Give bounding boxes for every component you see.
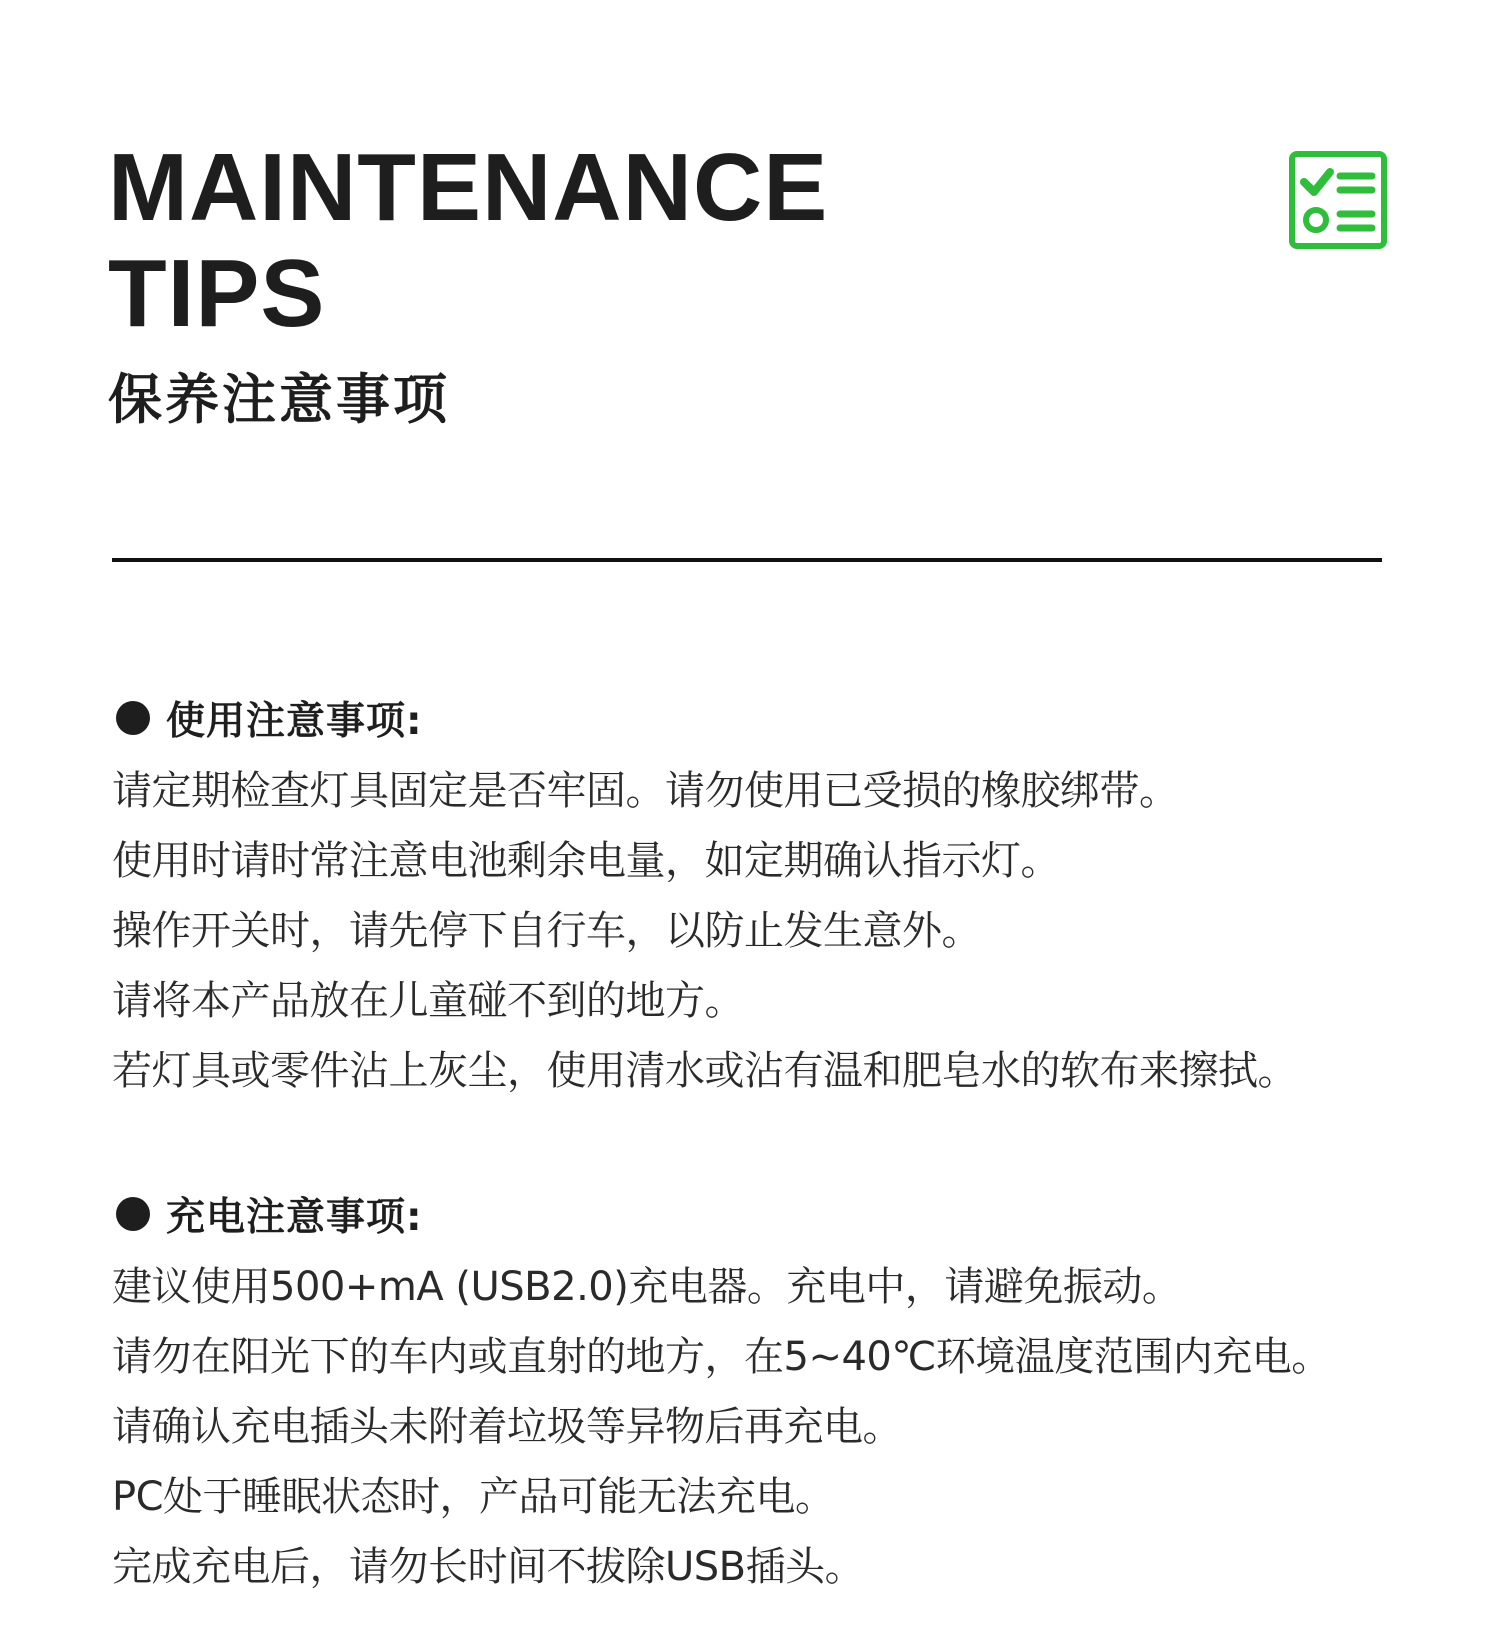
- charging-line: 请勿在阳光下的车内或直射的地方，在5~40℃环境温度范围内充电。: [112, 1334, 1331, 1380]
- charging-section: [112, 1186, 1462, 1602]
- bullet-icon: [116, 1197, 150, 1231]
- charging-list: [112, 1252, 1462, 1602]
- charging-heading-text: 充电注意事项:: [166, 1195, 423, 1240]
- checklist-icon: [1288, 150, 1388, 250]
- usage-line: 若灯具或零件沾上灰尘，使用清水或沾有温和肥皂水的软布来擦拭。: [112, 1048, 1297, 1094]
- usage-heading: [112, 690, 1462, 746]
- charging-line: 完成充电后，请勿长时间不拔除USB插头。: [112, 1544, 865, 1590]
- charging-line: 请确认充电插头未附着垃圾等异物后再充电。: [112, 1404, 902, 1450]
- usage-line: 操作开关时，请先停下自行车，以防止发生意外。: [112, 908, 981, 954]
- divider: [112, 558, 1382, 562]
- page-title-zh: 保养注意事项: [108, 368, 450, 431]
- usage-heading-text: 使用注意事项:: [166, 699, 423, 744]
- usage-section: [112, 690, 1462, 1106]
- charging-heading: [112, 1186, 1462, 1242]
- usage-line: 请定期检查灯具固定是否牢固。请勿使用已受损的橡胶绑带。: [112, 768, 1179, 814]
- charging-line: 建议使用500+mA (USB2.0)充电器。充电中，请避免振动。: [112, 1264, 1182, 1310]
- usage-line: 请将本产品放在儿童碰不到的地方。: [112, 978, 744, 1024]
- title-en-line2: TIPS: [108, 240, 326, 347]
- usage-list: [112, 756, 1462, 1106]
- bullet-icon: [116, 701, 150, 735]
- charging-line: PC处于睡眠状态时，产品可能无法充电。: [112, 1474, 835, 1520]
- title-en-line1: MAINTENANCE: [108, 134, 829, 241]
- title-block: [108, 135, 828, 347]
- usage-line: 使用时请时常注意电池剩余电量，如定期确认指示灯。: [112, 838, 1060, 884]
